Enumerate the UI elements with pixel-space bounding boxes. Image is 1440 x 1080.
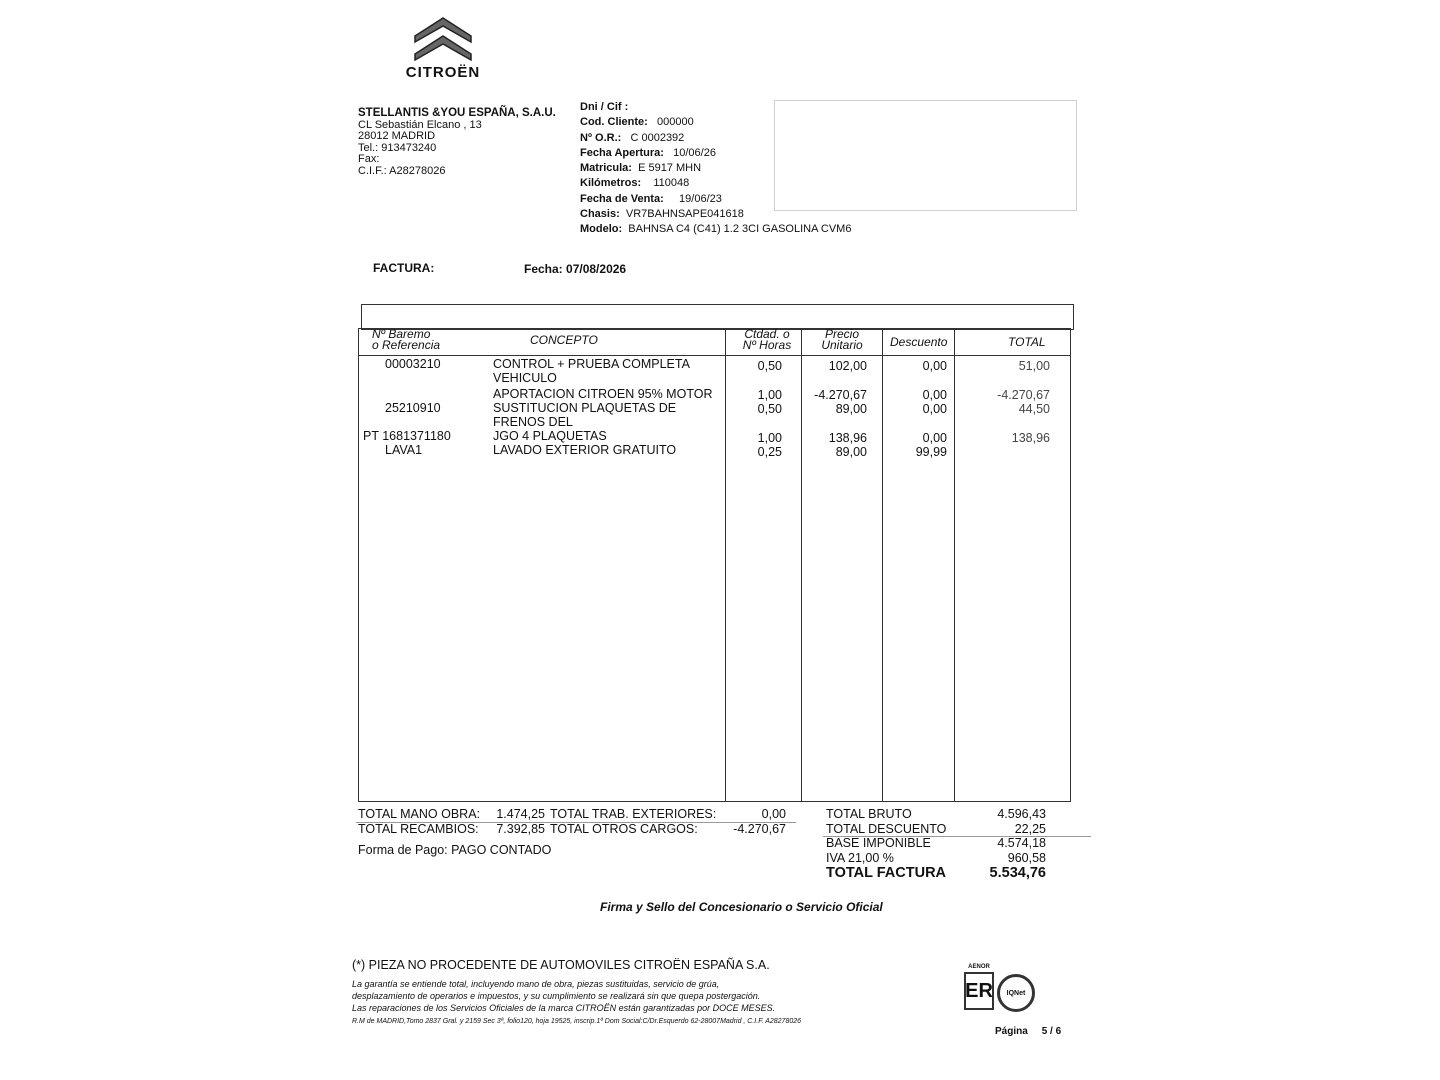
- modelo-value: BAHNSA C4 (C41) 1.2 3CI GASOLINA CVM6: [628, 223, 852, 236]
- cliente-label: Cod. Cliente:: [580, 116, 648, 129]
- fecha-value: 07/08/2026: [566, 262, 627, 276]
- page-value: 5 / 6: [1041, 1026, 1062, 1037]
- factura-date: [524, 262, 626, 276]
- footer-notice: (*) PIEZA NO PROCEDENTE DE AUTOMOVILES CITROËN ESPAÑA S.A.: [352, 958, 770, 972]
- fecha-label: Fecha:: [524, 262, 563, 276]
- col-divider: [954, 328, 955, 801]
- footer-line3: Las reparaciones de los Servicios Oficiales de la marca CITROËN están garantizadas por DOCE MESES.: [352, 1003, 776, 1013]
- trab-ext-label: TOTAL TRAB. EXTERIORES:: [550, 807, 717, 821]
- bruto-value: 4.596,43: [997, 807, 1046, 821]
- row2-descuento: 0,00: [922, 388, 947, 402]
- col-divider: [725, 328, 726, 801]
- footer-line4: R.M de MADRID,Tomo 2837 Gral. y 2159 Sec 3ª, folio120, hoja 19525, inscrip.1ª Dom Social:C/Dr.Esquerdo 62-28007Madrid , C.I.F. A28278026: [352, 1018, 802, 1025]
- company-city: 28012 MADRID: [358, 130, 436, 142]
- row4-precio: 138,96: [828, 431, 867, 445]
- total-factura-label: TOTAL FACTURA: [826, 865, 947, 881]
- row3-concepto-l1: SUSTITUCION PLAQUETAS DE: [493, 401, 677, 415]
- or-label: Nº O.R.:: [580, 131, 622, 144]
- double-chevron-icon: [411, 14, 475, 62]
- chasis-label: Chasis:: [580, 208, 620, 221]
- mano-obra-value: 1.474,25: [496, 807, 545, 821]
- row3-total: 44,50: [1018, 402, 1050, 416]
- row4-total: 138,96: [1011, 431, 1050, 445]
- iqnet-label: IQNet: [1006, 989, 1026, 997]
- row1-total: 51,00: [1018, 359, 1050, 373]
- header-divider: [359, 355, 1070, 356]
- er-mark-icon: ER: [964, 972, 994, 1010]
- matricula-value: E 5917 MHN: [638, 162, 702, 175]
- pago-label: Forma de Pago:: [358, 843, 448, 857]
- chasis-value: VR7BAHNSAPE041618: [625, 208, 744, 221]
- factura-label: FACTURA:: [373, 261, 435, 275]
- signature-line: Firma y Sello del Concesionario o Servicio Oficial: [600, 900, 883, 914]
- row5-cant: 0,25: [757, 445, 782, 459]
- header-cant-line2: Nº Horas: [742, 338, 792, 352]
- row3-concepto-l2: FRENOS DEL: [493, 415, 573, 430]
- page-number: [995, 1026, 1061, 1037]
- company-fax: Fax:: [358, 153, 380, 165]
- row1-concepto: [493, 357, 690, 386]
- header-ref-line2: o Referencia: [372, 338, 441, 352]
- otros-value: -4.270,67: [733, 822, 786, 836]
- row1-ref: 00003210: [385, 357, 441, 371]
- header-ref: [372, 329, 440, 351]
- dni-label: Dni / Cif :: [580, 101, 629, 113]
- venta-label: Fecha de Venta:: [580, 192, 664, 205]
- row2-cant: 1,00: [757, 388, 782, 402]
- row2-concepto: APORTACION CITROEN 95% MOTOR: [493, 387, 713, 401]
- header-precio-line1: Precio: [824, 327, 859, 341]
- row3-cant: 0,50: [757, 402, 782, 416]
- iqnet-seal-icon: [997, 974, 1035, 1012]
- header-precio: [806, 329, 878, 351]
- row2-precio: -4.270,67: [814, 388, 867, 402]
- row1-cant: 0,50: [757, 359, 782, 373]
- matricula-label: Matricula:: [580, 162, 632, 175]
- client-address-box: [774, 100, 1077, 211]
- row4-concepto: JGO 4 PLAQUETAS: [493, 429, 607, 443]
- company-address: CL Sebastián Elcano , 13: [358, 118, 482, 131]
- header-cant-line1: Ctdad. o: [744, 327, 790, 341]
- descuento-label: TOTAL DESCUENTO: [826, 822, 947, 836]
- forma-pago: [358, 843, 551, 858]
- aenor-label: AENOR: [968, 964, 990, 970]
- row3-descuento: 0,00: [922, 402, 947, 416]
- header-cantidad: [732, 329, 802, 351]
- company-name: STELLANTIS &YOU ESPAÑA, S.A.U.: [358, 107, 556, 119]
- company-block: [358, 108, 556, 177]
- bruto-label: TOTAL BRUTO: [826, 807, 912, 821]
- row4-cant: 1,00: [757, 431, 782, 445]
- row5-ref: LAVA1: [385, 443, 423, 457]
- apertura-label: Fecha Apertura:: [580, 146, 664, 159]
- citroen-logo: [405, 14, 481, 84]
- footer-line2: desplazamiento de operarios e impuestos, y su cumplimiento se realizará sin que quepa postergación.: [352, 991, 761, 1001]
- pago-value: PAGO CONTADO: [451, 843, 552, 857]
- iva-label: IVA 21,00 %: [826, 851, 894, 865]
- base-value: 4.574,18: [997, 836, 1046, 850]
- or-value: C 0002392: [630, 131, 685, 144]
- recambios-value: 7.392,85: [496, 822, 545, 836]
- row3-ref: 25210910: [385, 401, 441, 415]
- trab-ext-value: 0,00: [761, 807, 786, 821]
- modelo-label: Modelo:: [580, 223, 623, 236]
- row4-ref: PT 1681371180: [363, 429, 451, 443]
- km-value: 110048: [653, 177, 690, 190]
- row5-precio: 89,00: [835, 445, 867, 459]
- km-label: Kilómetros:: [580, 177, 642, 190]
- header-precio-line2: Unitario: [821, 338, 863, 352]
- apertura-value: 10/06/26: [673, 146, 716, 159]
- table-top-band: [361, 304, 1074, 330]
- header-concepto: CONCEPTO: [530, 333, 598, 347]
- row1-concepto-l2: VEHICULO: [493, 371, 557, 386]
- base-label: BASE IMPONIBLE: [826, 836, 931, 850]
- recambios-label: TOTAL RECAMBIOS:: [358, 822, 479, 836]
- aenor-seal: [963, 964, 995, 1020]
- row1-precio: 102,00: [828, 359, 867, 373]
- row5-descuento: 99,99: [915, 445, 947, 459]
- total-factura-value: 5.534,76: [989, 865, 1046, 881]
- venta-value: 19/06/23: [679, 192, 722, 205]
- row5-concepto: LAVADO EXTERIOR GRATUITO: [493, 443, 677, 457]
- logo-text: CITROËN: [405, 64, 481, 81]
- header-total: TOTAL: [1008, 335, 1046, 349]
- header-ref-line1: Nº Baremo: [372, 327, 431, 341]
- row1-descuento: 0,00: [922, 359, 947, 373]
- header-descuento: Descuento: [890, 335, 948, 349]
- row1-concepto-l1: CONTROL + PRUEBA COMPLETA: [493, 357, 690, 371]
- company-cif: C.I.F.: A28278026: [358, 164, 446, 177]
- cliente-value: 000000: [657, 116, 694, 129]
- lines-table: [358, 328, 1071, 802]
- row4-descuento: 0,00: [922, 431, 947, 445]
- page-label: Página: [995, 1026, 1028, 1037]
- otros-label: TOTAL OTROS CARGOS:: [550, 822, 698, 836]
- row2-total: -4.270,67: [997, 388, 1050, 402]
- descuento-value: 22,25: [1014, 822, 1046, 836]
- footer-line1: La garantía se entiende total, incluyendo mano de obra, piezas sustituidas, servicio de grúa,: [352, 979, 720, 989]
- row3-concepto: [493, 401, 676, 430]
- company-tel: Tel.: 913473240: [358, 141, 437, 154]
- row3-precio: 89,00: [835, 402, 867, 416]
- col-divider: [882, 328, 883, 801]
- mano-obra-label: TOTAL MANO OBRA:: [358, 807, 481, 821]
- iva-value: 960,58: [1007, 851, 1046, 865]
